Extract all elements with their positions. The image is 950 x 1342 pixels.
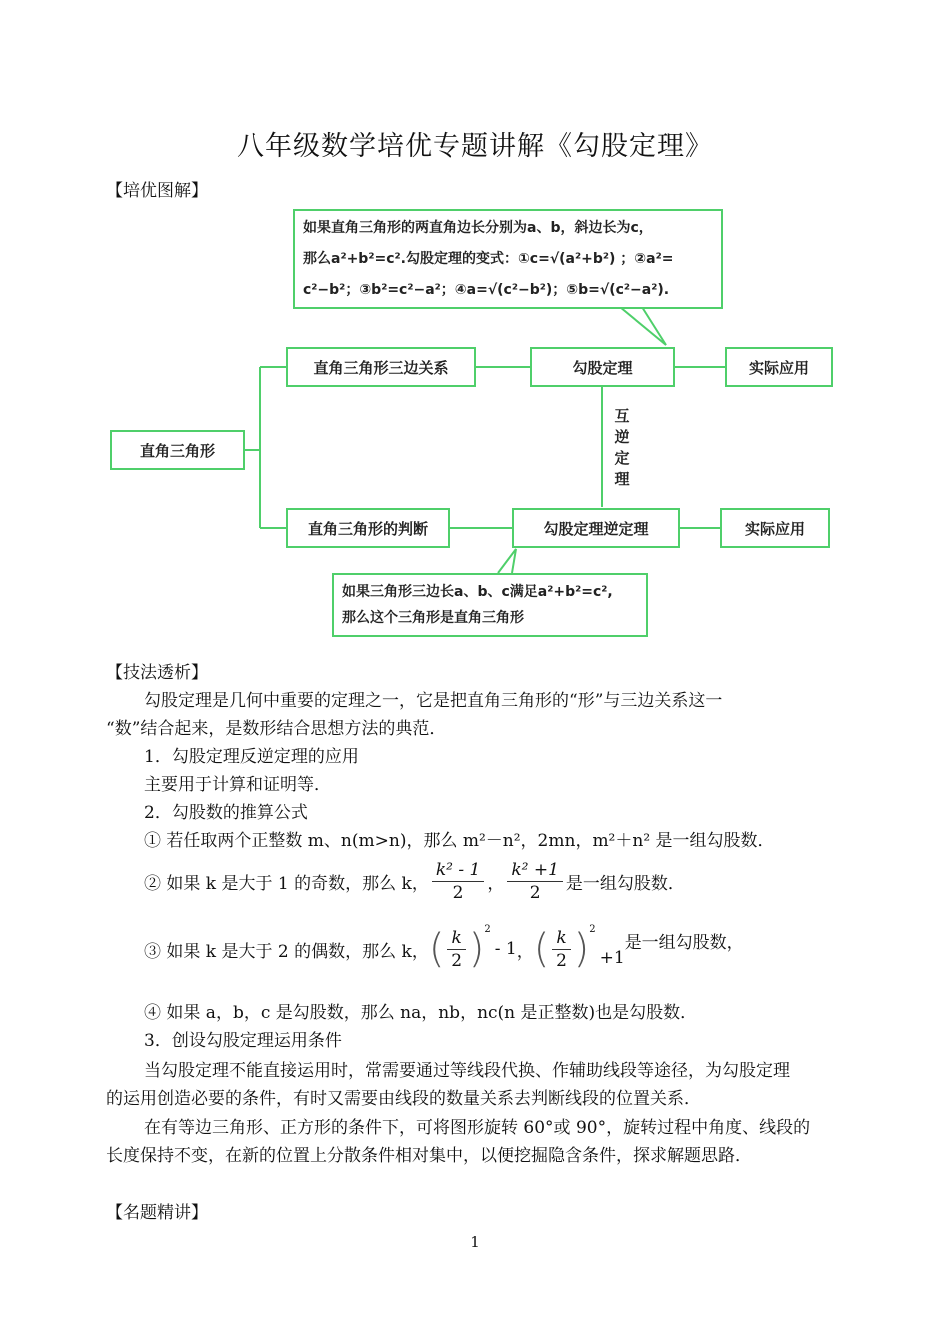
theorem-statement-note <box>293 209 723 309</box>
item-3: ③ 如果 k 是大于 2 的偶数，那么 k， ( $\frac{k}{2}$ ) $^2$ - 1 ， ( $\frac{k}{2}$ ) $^2$ +1 是一组勾股数， <box>144 924 744 972</box>
heading-3: 3．创设勾股定理运用条件 <box>144 1031 342 1051</box>
note-top-line2: 那么a²+b²=c².勾股定理的变式：①c=√(a²+b²) ；②a²= <box>303 251 674 267</box>
fraction-k-over-2-b: $\frac{k}{2}$ <box>552 927 570 972</box>
paragraph-3b: 的运用创造必要的条件，有时又需要由线段的数量关系去判断线段的位置关系． <box>106 1089 701 1109</box>
note-top-line3: c²−b²；③b²=c²−a²；④a=√(c²−b²)；⑤b=√(c²−a²). <box>303 282 670 298</box>
item-3-suffix: 是一组勾股数， <box>624 933 744 953</box>
theorem-node: 勾股定理 <box>530 347 675 387</box>
heading-1-text: 主要用于计算和证明等． <box>144 775 331 795</box>
item-1: ① 若任取两个正整数 m、n(m>n)，那么 m²－n²，2mn，m²＋n² 是一组勾股数． <box>144 831 775 851</box>
section-heading-diagram: 【培优图解】 <box>106 181 208 201</box>
converse-statement-note <box>332 573 648 637</box>
section-heading-examples: 【名题精讲】 <box>106 1203 208 1223</box>
fraction-k2-minus-1-over-2: $\frac{\text{k² - 1}}{2}$ <box>432 859 484 904</box>
root-node: 直角三角形 <box>110 430 245 470</box>
mutual-converse-label: 互 逆 定 理 <box>614 407 630 488</box>
callout-pointer-top <box>620 307 666 345</box>
fraction-k-over-2-a: $\frac{k}{2}$ <box>447 927 465 972</box>
paragraph-4b: 长度保持不变，在新的位置上分散条件相对集中，以便挖掘隐含条件，探求解题思路． <box>106 1146 752 1166</box>
bottom-branch-node: 直角三角形的判断 <box>286 508 450 548</box>
callout-pointer-bottom <box>498 549 516 573</box>
page-title: 八年级数学培优专题讲解《勾股定理》 <box>237 131 713 162</box>
paragraph-1b: “数”结合起来，是数形结合思想方法的典范． <box>106 719 447 739</box>
apply-top-node: 实际应用 <box>725 347 833 387</box>
item-3-prefix: ③ 如果 k 是大于 2 的偶数，那么 k， <box>144 941 429 962</box>
converse-theorem-node: 勾股定理逆定理 <box>512 508 680 548</box>
section-heading-technique: 【技法透析】 <box>106 663 208 683</box>
item-2: ② 如果 k 是大于 1 的奇数，那么 k， $\frac{\text{k² - 1}}{2}$ ， $\frac{\text{k² +1}}{2}$ 是一组勾股数． <box>144 859 685 903</box>
note-bottom-line2: 那么这个三角形是直角三角形 <box>342 610 524 626</box>
paragraph-4a: 在有等边三角形、正方形的条件下，可将图形旋转 60°或 90°，旋转过程中角度、线段的 <box>144 1118 811 1138</box>
fraction-k2-plus-1-over-2: $\frac{\text{k² +1}}{2}$ <box>507 859 563 904</box>
heading-2: 2．勾股数的推算公式 <box>144 803 308 823</box>
item-4: ④ 如果 a，b，c 是勾股数，那么 na，nb，nc(n 是正整数)也是勾股数． <box>144 1003 698 1023</box>
heading-1: 1．勾股定理反逆定理的应用 <box>144 747 359 767</box>
concept-diagram <box>100 200 850 650</box>
note-bottom-line1: 如果三角形三边长a、b、c满足a²+b²=c², <box>342 584 613 600</box>
top-branch-node: 直角三角形三边关系 <box>286 347 476 387</box>
page-number: 1 <box>470 1233 480 1251</box>
note-top-line1: 如果直角三角形的两直角边长分别为a、b，斜边长为c， <box>303 220 653 236</box>
item-2-prefix: ② 如果 k 是大于 1 的奇数，那么 k， <box>144 873 429 894</box>
apply-bottom-node: 实际应用 <box>720 508 830 548</box>
paragraph-3a: 当勾股定理不能直接运用时，常需要通过等线段代换、作辅助线段等途径，为勾股定理 <box>144 1061 790 1081</box>
item-2-suffix: 是一组勾股数． <box>565 873 685 894</box>
paragraph-1a: 勾股定理是几何中重要的定理之一，它是把直角三角形的“形”与三边关系这一 <box>144 691 723 711</box>
